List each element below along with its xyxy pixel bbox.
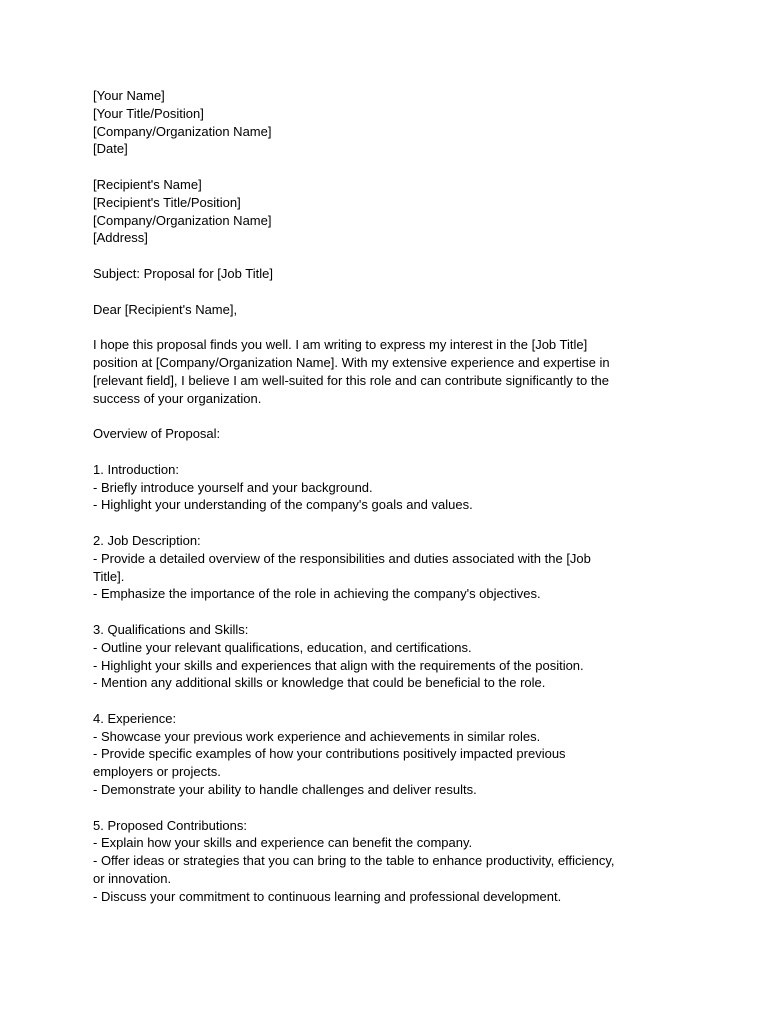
section-job-description [93,532,683,603]
recipient-company: [Company/Organization Name] [93,212,272,228]
recipient-block [93,176,683,247]
intro-paragraph [93,336,683,407]
section-qualifications [93,621,683,692]
subject-block [93,265,683,283]
salutation: Dear [Recipient's Name], [93,301,238,317]
recipient-name: [Recipient's Name] [93,176,202,192]
section-experience [93,710,683,799]
letter-body [93,87,683,923]
intro-line: I hope this proposal finds you well. I am writing to express my interest in the [Job Title] [93,337,588,353]
sender-block [93,87,683,158]
recipient-address: [Address] [93,230,148,246]
section-line: - Outline your relevant qualifications, education, and certifications. [93,639,472,655]
subject-line: Subject: Proposal for [Job Title] [93,265,273,281]
section-line: - Briefly introduce yourself and your background. [93,479,373,495]
section-line: - Mention any additional skills or knowledge that could be beneficial to the role. [93,675,546,691]
section-heading: 5. Proposed Contributions: [93,817,247,833]
intro-line: [relevant field], I believe I am well-suited for this role and can contribute significantly to the [93,372,609,388]
section-heading: 4. Experience: [93,710,177,726]
section-line: - Provide specific examples of how your contributions positively impacted previous [93,746,566,762]
salutation-block [93,301,683,319]
section-heading: 3. Qualifications and Skills: [93,621,249,637]
sender-title: [Your Title/Position] [93,105,204,121]
section-line: - Explain how your skills and experience can benefit the company. [93,835,473,851]
section-line: employers or projects. [93,764,221,780]
section-introduction [93,461,683,514]
section-line: or innovation. [93,871,172,887]
section-line: - Emphasize the importance of the role in achieving the company's objectives. [93,586,541,602]
section-line: - Showcase your previous work experience and achievements in similar roles. [93,728,541,744]
section-line: Title]. [93,568,125,584]
section-line: - Discuss your commitment to continuous learning and professional development. [93,888,562,904]
overview-heading: Overview of Proposal: [93,426,221,442]
overview-heading-block [93,425,683,443]
sender-date: [Date] [93,141,128,157]
section-heading: 2. Job Description: [93,532,201,548]
section-line: - Provide a detailed overview of the responsibilities and duties associated with the [Job [93,550,591,566]
intro-line: success of your organization. [93,390,262,406]
section-line: - Highlight your skills and experiences that align with the requirements of the position. [93,657,584,673]
intro-line: position at [Company/Organization Name]. With my extensive experience and expertise in [93,354,610,370]
section-line: - Demonstrate your ability to handle challenges and deliver results. [93,782,477,798]
section-proposed-contributions [93,817,683,906]
section-line: - Highlight your understanding of the company's goals and values. [93,497,473,513]
section-heading: 1. Introduction: [93,461,179,477]
recipient-title: [Recipient's Title/Position] [93,194,241,210]
sender-name: [Your Name] [93,88,165,103]
section-line: - Offer ideas or strategies that you can bring to the table to enhance productivity, efficiency, [93,853,615,869]
sender-company: [Company/Organization Name] [93,123,272,139]
